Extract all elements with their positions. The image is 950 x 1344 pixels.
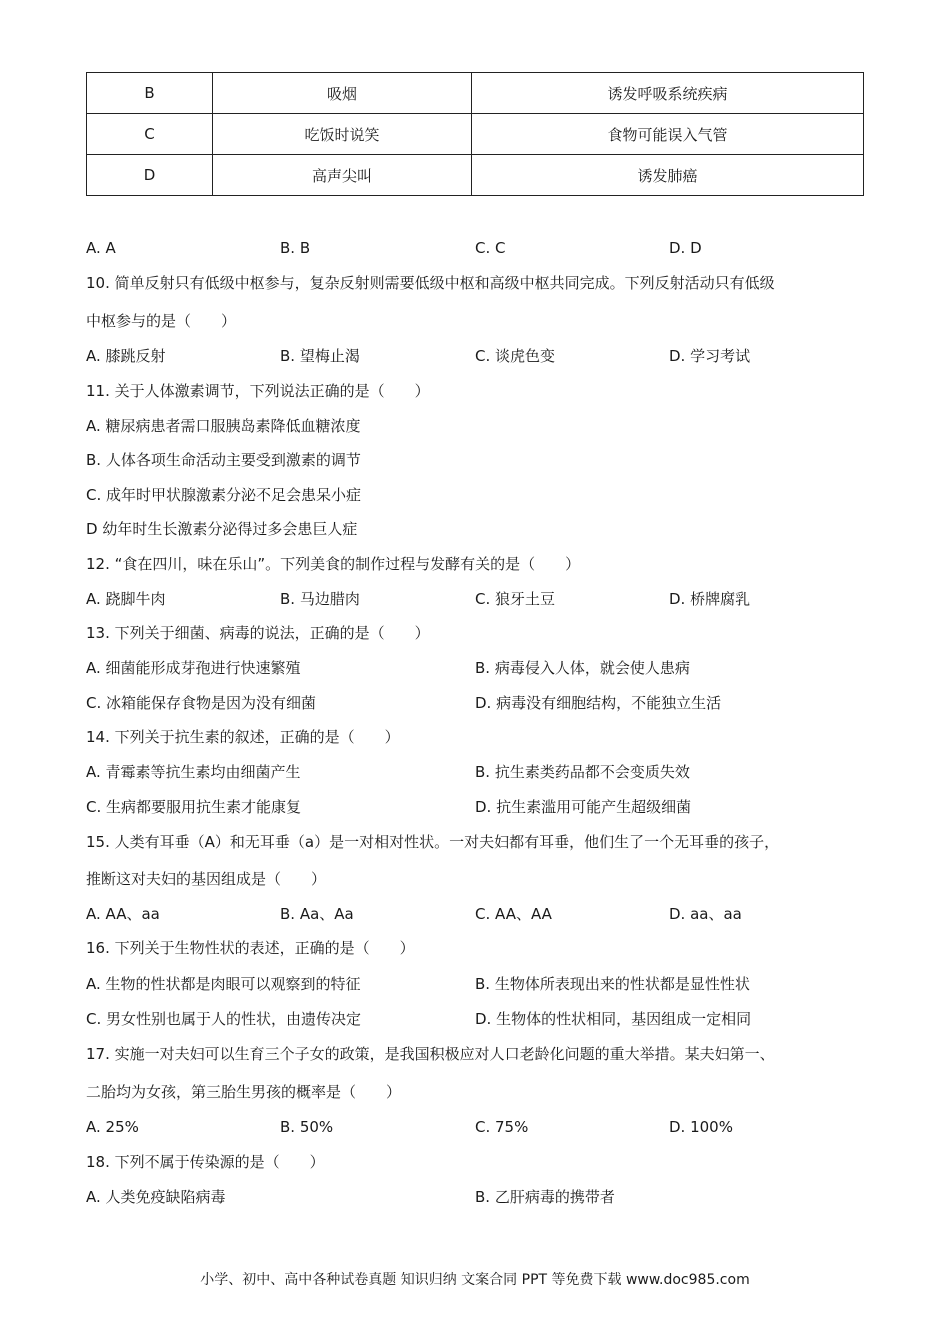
row-behavior: 高声尖叫 (213, 155, 472, 196)
q14-option-a: A. 青霉素等抗生素均由细菌产生 (86, 763, 301, 781)
q16-options-row1 (86, 974, 866, 994)
q12-option-d: D. 桥牌腐乳 (669, 590, 751, 608)
q13-option-a: A. 细菌能形成芽孢进行快速繁殖 (86, 659, 301, 677)
q16-stem: 16. 下列关于生物性状的表述，正确的是（ ） (86, 939, 415, 957)
row-behavior: 吸烟 (213, 73, 472, 114)
q18-option-a: A. 人类免疫缺陷病毒 (86, 1188, 226, 1206)
q9-options (86, 238, 866, 258)
q15-option-b: B. Aa、Aa (280, 905, 354, 923)
q11-option-b: B. 人体各项生命活动主要受到激素的调节 (86, 451, 361, 469)
q10-option-c: C. 谈虎色变 (475, 347, 556, 365)
q17-option-a: A. 25% (86, 1118, 139, 1136)
q17-option-d: D. 100% (669, 1118, 733, 1136)
row-effect: 诱发呼吸系统疾病 (472, 73, 864, 114)
q10-stem-line2: 中枢参与的是（ ） (86, 312, 237, 330)
q13-options-row1 (86, 658, 866, 678)
q11-option-c: C. 成年时甲状腺激素分泌不足会患呆小症 (86, 486, 362, 504)
row-label: C (87, 114, 213, 155)
q12-options (86, 589, 866, 609)
q15-option-d: D. aa、aa (669, 905, 742, 923)
q11-stem: 11. 关于人体激素调节，下列说法正确的是（ ） (86, 382, 430, 400)
row-behavior: 吃饭时说笑 (213, 114, 472, 155)
q16-option-c: C. 男女性别也属于人的性状，由遗传决定 (86, 1010, 362, 1028)
q12-stem: 12. “食在四川，味在乐山”。下列美食的制作过程与发酵有关的是（ ） (86, 555, 581, 573)
table-row (87, 73, 864, 114)
q16-options-row2 (86, 1009, 866, 1029)
q17-options (86, 1117, 866, 1137)
row-label: D (87, 155, 213, 196)
q15-options (86, 904, 866, 924)
q15-stem-line2: 推断这对夫妇的基因组成是（ ） (86, 870, 327, 888)
table-row (87, 114, 864, 155)
q10-options (86, 346, 866, 366)
q9-option-d: D. D (669, 239, 702, 257)
q13-option-b: B. 病毒侵入人体，就会使人患病 (475, 659, 690, 677)
q9-option-c: C. C (475, 239, 506, 257)
q9-option-b: B. B (280, 239, 311, 257)
q17-stem-line2: 二胎均为女孩，第三胎生男孩的概率是（ ） (86, 1083, 402, 1101)
q15-option-a: A. AA、aa (86, 905, 160, 923)
q12-option-c: C. 狼牙土豆 (475, 590, 556, 608)
q18-option-b: B. 乙肝病毒的携带者 (475, 1188, 615, 1206)
q15-stem-line1: 15. 人类有耳垂（A）和无耳垂（a）是一对相对性状。一对夫妇都有耳垂，他们生了一个无耳垂的孩子， (86, 833, 780, 851)
q14-option-b: B. 抗生素类药品都不会变质失效 (475, 763, 690, 781)
q13-options-row2 (86, 693, 866, 713)
q13-stem: 13. 下列关于细菌、病毒的说法，正确的是（ ） (86, 624, 430, 642)
row-effect: 诱发肺癌 (472, 155, 864, 196)
q18-options (86, 1187, 866, 1207)
q13-option-c: C. 冰箱能保存食物是因为没有细菌 (86, 694, 317, 712)
q10-option-a: A. 膝跳反射 (86, 347, 166, 365)
q15-option-c: C. AA、AA (475, 905, 552, 923)
q14-options-row1 (86, 762, 866, 782)
q16-option-a: A. 生物的性状都是肉眼可以观察到的特征 (86, 975, 361, 993)
q16-option-d: D. 生物体的性状相同，基因组成一定相同 (475, 1010, 752, 1028)
q10-option-b: B. 望梅止渴 (280, 347, 360, 365)
q14-option-d: D. 抗生素滥用可能产生超级细菌 (475, 798, 692, 816)
q14-options-row2 (86, 797, 866, 817)
options-table (86, 72, 864, 196)
row-label: B (87, 73, 213, 114)
q12-option-a: A. 跷脚牛肉 (86, 590, 166, 608)
q12-option-b: B. 马边腊肉 (280, 590, 360, 608)
q11-option-d: D 幼年时生长激素分泌得过多会患巨人症 (86, 520, 358, 538)
q10-option-d: D. 学习考试 (669, 347, 751, 365)
q17-option-c: C. 75% (475, 1118, 529, 1136)
row-effect: 食物可能误入气管 (472, 114, 864, 155)
page-footer: 小学、初中、高中各种试卷真题 知识归纳 文案合同 PPT 等免费下载 www.doc985.com (200, 1272, 750, 1288)
q11-option-a: A. 糖尿病患者需口服胰岛素降低血糖浓度 (86, 417, 361, 435)
q9-option-a: A. A (86, 239, 116, 257)
q17-stem-line1: 17. 实施一对夫妇可以生育三个子女的政策，是我国积极应对人口老龄化问题的重大举措。某夫妇第一、 (86, 1045, 775, 1063)
q14-stem: 14. 下列关于抗生素的叙述，正确的是（ ） (86, 728, 400, 746)
q13-option-d: D. 病毒没有细胞结构，不能独立生活 (475, 694, 722, 712)
q18-stem: 18. 下列不属于传染源的是（ ） (86, 1153, 325, 1171)
q16-option-b: B. 生物体所表现出来的性状都是显性性状 (475, 975, 750, 993)
q10-stem-line1: 10. 简单反射只有低级中枢参与，复杂反射则需要低级中枢和高级中枢共同完成。下列反射活动只有低级 (86, 274, 775, 292)
q14-option-c: C. 生病都要服用抗生素才能康复 (86, 798, 302, 816)
table-row (87, 155, 864, 196)
q17-option-b: B. 50% (280, 1118, 334, 1136)
